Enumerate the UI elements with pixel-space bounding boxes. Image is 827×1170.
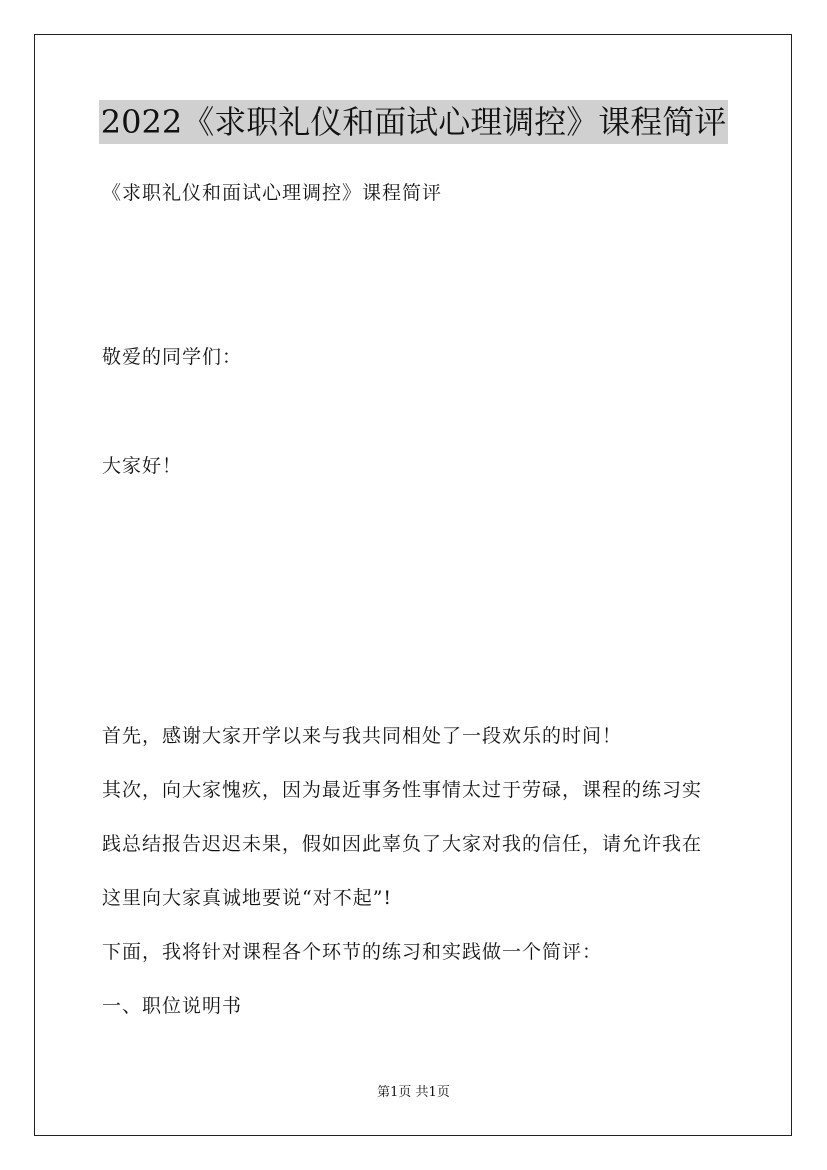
paragraph-second-line-1: 其次，向大家愧疚，因为最近事务性事情太过于劳碌，课程的练习实	[102, 779, 703, 801]
document-title: 2022《求职礼仪和面试心理调控》课程简评	[99, 100, 728, 144]
paragraph-second-line-3: 这里向大家真诚地要说“对不起”!	[102, 887, 393, 909]
document-subtitle: 《求职礼仪和面试心理调控》课程简评	[102, 182, 443, 204]
greeting-line: 敬爱的同学们：	[102, 346, 243, 368]
section-heading: 一、职位说明书	[102, 995, 243, 1017]
paragraph-first: 首先，感谢大家开学以来与我共同相处了一段欢乐的时间！	[102, 725, 623, 747]
paragraph-second-line-2: 践总结报告迟迟未果，假如因此辜负了大家对我的信任，请允许我在	[102, 833, 703, 855]
paragraph-next: 下面，我将针对课程各个环节的练习和实践做一个简评：	[102, 941, 603, 963]
title-container	[0, 100, 827, 144]
page-footer: 第1页 共1页	[377, 1085, 450, 1100]
hello-line: 大家好！	[102, 455, 183, 477]
